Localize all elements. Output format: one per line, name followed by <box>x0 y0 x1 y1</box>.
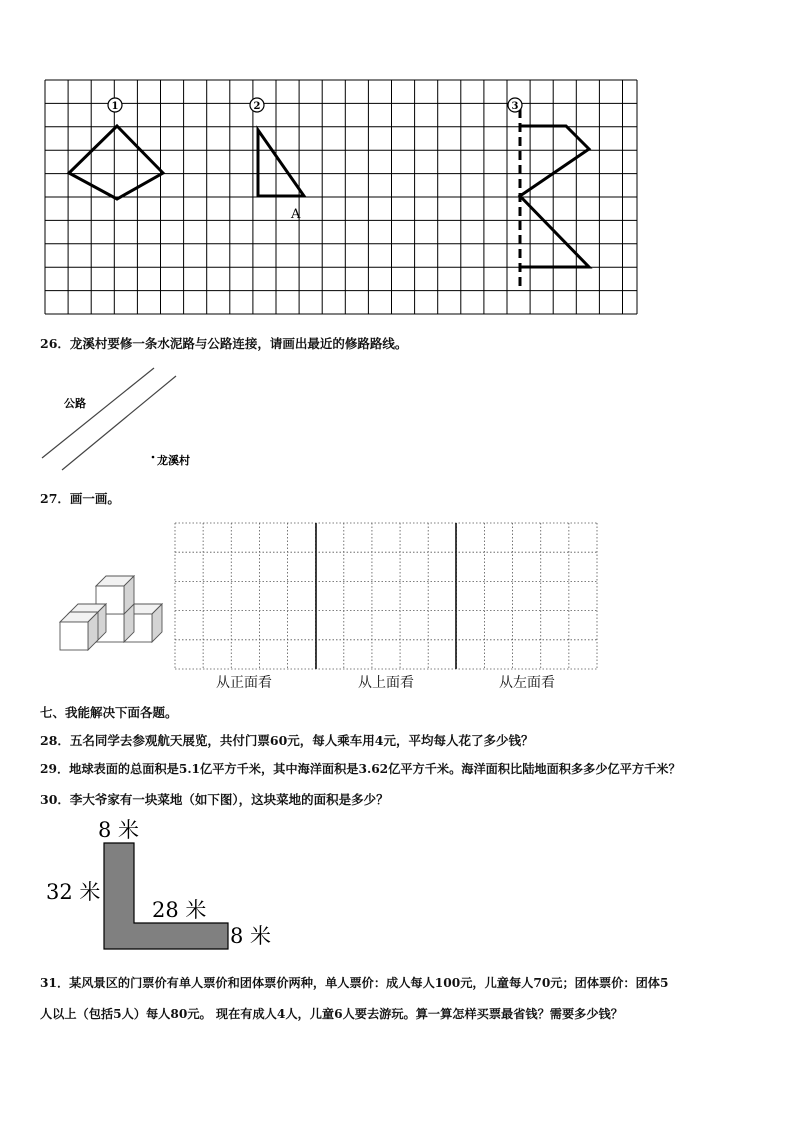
dim-inner: 28 米 <box>152 898 207 922</box>
village-dot <box>152 456 155 459</box>
village-label: 龙溪村 <box>157 454 190 467</box>
cube-stack-figure <box>56 572 166 652</box>
marker-3 <box>508 98 522 112</box>
shape-1-kite <box>69 126 163 199</box>
question-27: 27．画一画。 <box>40 491 120 506</box>
dim-top: 8 米 <box>98 818 140 842</box>
question-31-line-2: 人以上（包括5人）每人80元。 现在有成人4人，儿童6人要去游玩。算一算怎样买票最省钱？需要多少钱？ <box>40 1007 623 1021</box>
road-diagram <box>36 362 216 474</box>
svg-text:2: 2 <box>253 101 261 112</box>
cube <box>60 612 98 650</box>
transformation-grid-figure <box>44 79 640 317</box>
shape-2-triangle <box>258 130 304 196</box>
grid-lines <box>45 80 637 314</box>
road-label: 公路 <box>64 397 86 410</box>
point-label-a: A <box>291 207 301 222</box>
view-label-top: 从上面看 <box>358 675 414 691</box>
question-30: 30．李大爷家有一块菜地（如下图），这块菜地的面积是多少？ <box>40 792 389 807</box>
dim-right: 8 米 <box>230 924 272 948</box>
marker-2 <box>250 98 264 112</box>
question-31-line-1: 31．某风景区的门票价有单人票价和团体票价两种，单人票价：成人每人100元，儿童每人70元；团体票价：团体5 <box>40 976 669 990</box>
three-view-drawing-grid <box>174 522 604 672</box>
l-shaped-field <box>104 843 228 949</box>
dim-left: 32 米 <box>46 880 101 904</box>
l-shaped-field-figure <box>40 815 290 955</box>
svg-text:1: 1 <box>111 101 119 112</box>
view-label-left: 从左面看 <box>499 675 555 691</box>
svg-text:3: 3 <box>511 101 519 112</box>
marker-1 <box>108 98 122 112</box>
question-26: 26．龙溪村要修一条水泥路与公路连接，请画出最近的修路路线。 <box>40 336 408 351</box>
section-7-heading: 七、我能解决下面各题。 <box>40 705 178 720</box>
question-28: 28．五名同学去参观航天展览，共付门票60元，每人乘车用4元，平均每人花了多少钱？ <box>40 733 534 748</box>
dotted-grid <box>175 523 597 669</box>
road-line-upper <box>42 368 154 458</box>
view-label-front: 从正面看 <box>216 675 272 691</box>
question-29: 29．地球表面的总面积是5.1亿平方千米，其中海洋面积是3.62亿平方千米。海洋面积比陆地面积多多少亿平方千米？ <box>40 762 681 776</box>
